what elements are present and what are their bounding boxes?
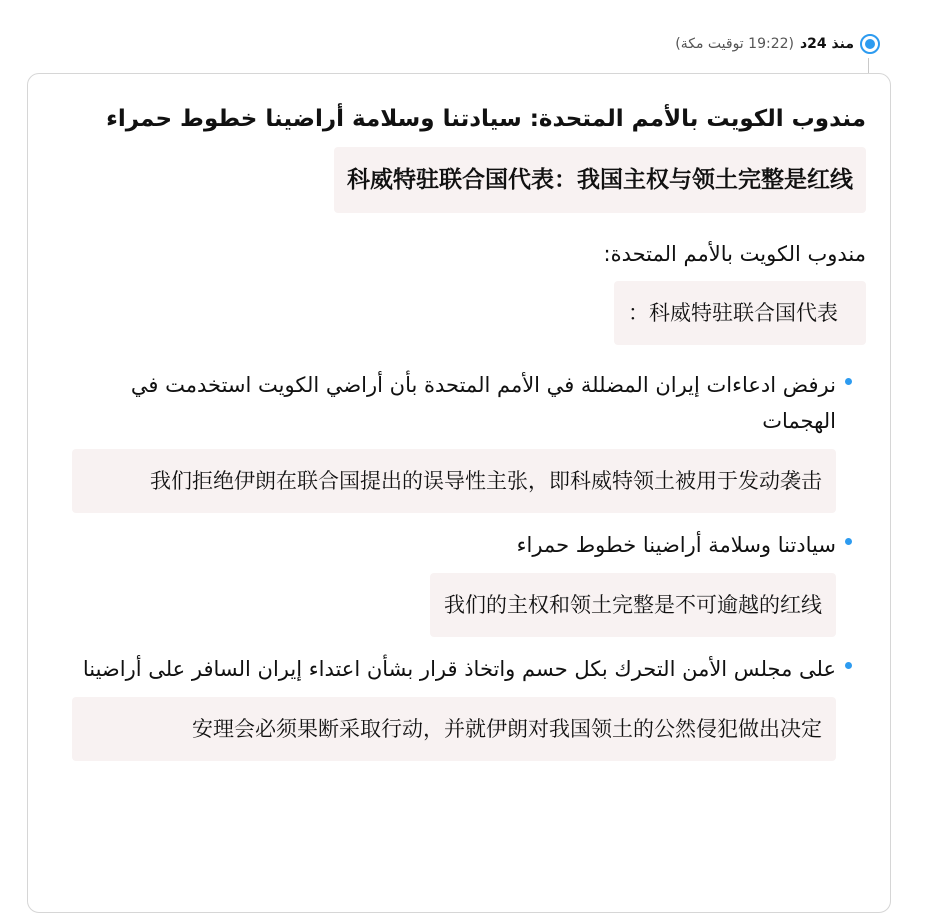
local-time: (19:22 توقيت مكة) xyxy=(675,36,794,52)
point-chinese: 我们的主权和领土完整是不可逾越的红线 xyxy=(430,573,836,637)
point-arabic: على مجلس الأمن التحرك بكل حسم واتخاذ قرار بشأن اعتداء إيران السافر على أراضينا xyxy=(82,657,836,681)
bullet-icon xyxy=(845,378,852,385)
post-title-arabic: مندوب الكويت بالأمم المتحدة: سيادتنا وسلامة أراضينا خطوط حمراء xyxy=(106,106,866,132)
card-content xyxy=(28,74,866,775)
bullet-icon xyxy=(845,538,852,545)
news-card xyxy=(27,73,891,913)
post-meta xyxy=(675,34,880,54)
time-ago: منذ 24د xyxy=(799,36,854,52)
point-arabic: سيادتنا وسلامة أراضينا خطوط حمراء xyxy=(516,533,836,557)
statement-list xyxy=(28,367,866,761)
point-arabic: نرفض ادعاءات إيران المضللة في الأمم المتحدة بأن أراضي الكويت استخدمت في الهجمات xyxy=(130,373,836,433)
bullet-icon xyxy=(845,662,852,669)
list-item xyxy=(28,527,852,637)
intro-arabic: مندوب الكويت بالأمم المتحدة: xyxy=(603,242,866,266)
post-title-chinese: 科威特驻联合国代表：我国主权与领土完整是红线 xyxy=(334,147,866,213)
list-item xyxy=(28,651,852,761)
live-dot-icon xyxy=(860,34,880,54)
point-chinese: 我们拒绝伊朗在联合国提出的误导性主张，即科威特领土被用于发动袭击 xyxy=(72,449,836,513)
intro-chinese: 科威特驻联合国代表： xyxy=(614,281,866,345)
list-item xyxy=(28,367,852,513)
point-chinese: 安理会必须果断采取行动，并就伊朗对我国领土的公然侵犯做出决定 xyxy=(72,697,836,761)
